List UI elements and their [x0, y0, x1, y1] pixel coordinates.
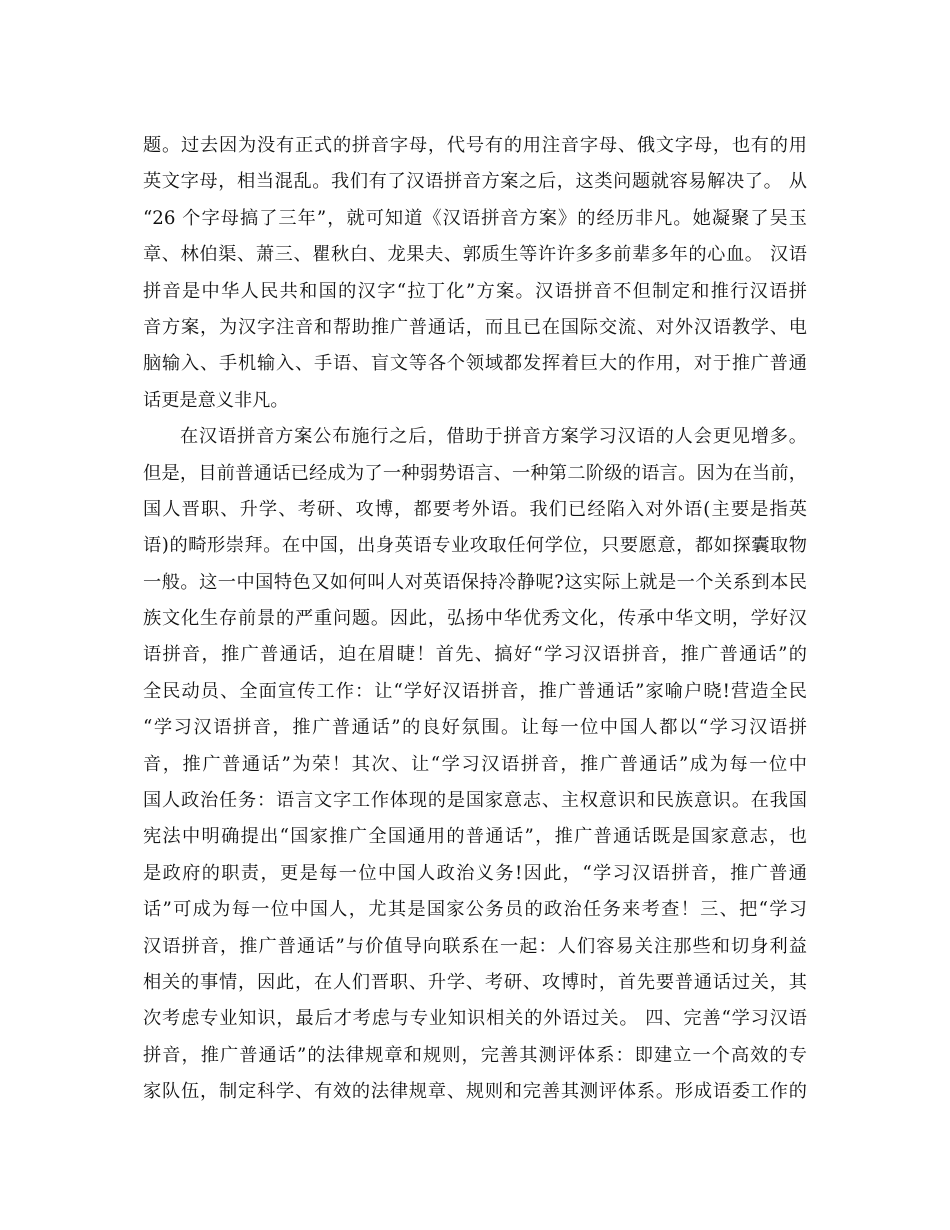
- text-line: 宪法中明确提出“国家推广全国通用的普通话”，推广普通话既是国家意志，也: [143, 826, 807, 848]
- document-body: [143, 128, 807, 1111]
- text-line: 音，推广普通话”为荣！其次、让“学习汉语拼音，推广普通话”成为每一位中: [143, 753, 807, 775]
- text-line: “学习汉语拼音，推广普通话”的良好氛围。让每一位中国人都以“学习汉语拼: [143, 717, 807, 739]
- text-line: 但是，目前普通话已经成为了一种弱势语言、一种第二阶级的语言。因为在当前，: [143, 462, 807, 484]
- text-line: 拼音是中华人民共和国的汉字“拉丁化”方案。汉语拼音不但制定和推行汉语拼: [143, 280, 807, 302]
- text-line: 国人晋职、升学、考研、攻博，都要考外语。我们已经陷入对外语(主要是指英: [143, 498, 807, 520]
- text-line: 家队伍，制定科学、有效的法律规章、规则和完善其测评体系。形成语委工作的: [143, 1081, 807, 1103]
- text-line: “26 个字母搞了三年”，就可知道《汉语拼音方案》的经历非凡。她凝聚了吴玉: [143, 207, 807, 229]
- text-line: 题。过去因为没有正式的拼音字母，代号有的用注音字母、俄文字母，也有的用: [143, 135, 807, 156]
- text-line: 全民动员、全面宣传工作：让“学好汉语拼音，推广普通话”家喻户晓!营造全民: [143, 680, 807, 702]
- paragraph: [143, 419, 807, 1110]
- text-line: 音方案，为汉字注音和帮助推广普通话，而且已在国际交流、对外汉语教学、电: [143, 316, 807, 338]
- text-line: 族文化生存前景的严重问题。因此，弘扬中华优秀文化，传承中华文明，学好汉: [143, 608, 807, 630]
- text-line: 汉语拼音，推广普通话”与价值导向联系在一起：人们容易关注那些和切身利益: [143, 935, 807, 957]
- text-line: 一般。这一中国特色又如何叫人对英语保持冷静呢?这实际上就是一个关系到本民: [143, 571, 807, 593]
- text-line: 是政府的职责，更是每一位中国人政治义务!因此，“学习汉语拼音，推广普通: [143, 862, 807, 884]
- text-line: 话更是意义非凡。: [143, 389, 289, 411]
- text-line: 语拼音，推广普通话，迫在眉睫！首先、搞好“学习汉语拼音，推广普通话”的: [143, 644, 807, 666]
- text-line: 语)的畸形崇拜。在中国，出身英语专业攻取任何学位，只要愿意，都如探囊取物: [143, 535, 807, 557]
- paragraph: [143, 128, 807, 419]
- text-line: 英文字母，相当混乱。我们有了汉语拼音方案之后，这类问题就容易解决了。 从: [143, 171, 807, 193]
- text-line: 话”可成为每一位中国人，尤其是国家公务员的政治任务来考查！三、把“学习: [143, 899, 807, 921]
- text-line: 在汉语拼音方案公布施行之后，借助于拼音方案学习汉语的人会更见增多。: [180, 426, 807, 448]
- text-line: 相关的事情，因此，在人们晋职、升学、考研、攻博时，首先要普通话过关，其: [143, 971, 807, 993]
- text-line: 次考虑专业知识，最后才考虑与专业知识相关的外语过关。 四、完善“学习汉语: [143, 1008, 807, 1030]
- text-line: 章、林伯渠、萧三、瞿秋白、龙果夫、郭质生等许许多多前辈多年的心血。 汉语: [143, 244, 807, 266]
- text-line: 脑输入、手机输入、手语、盲文等各个领域都发挥着巨大的作用，对于推广普通: [143, 353, 807, 375]
- text-line: 国人政治任务：语言文字工作体现的是国家意志、主权意识和民族意识。在我国: [143, 790, 807, 812]
- text-line: 拼音，推广普通话”的法律规章和规则，完善其测评体系：即建立一个高效的专: [143, 1044, 807, 1066]
